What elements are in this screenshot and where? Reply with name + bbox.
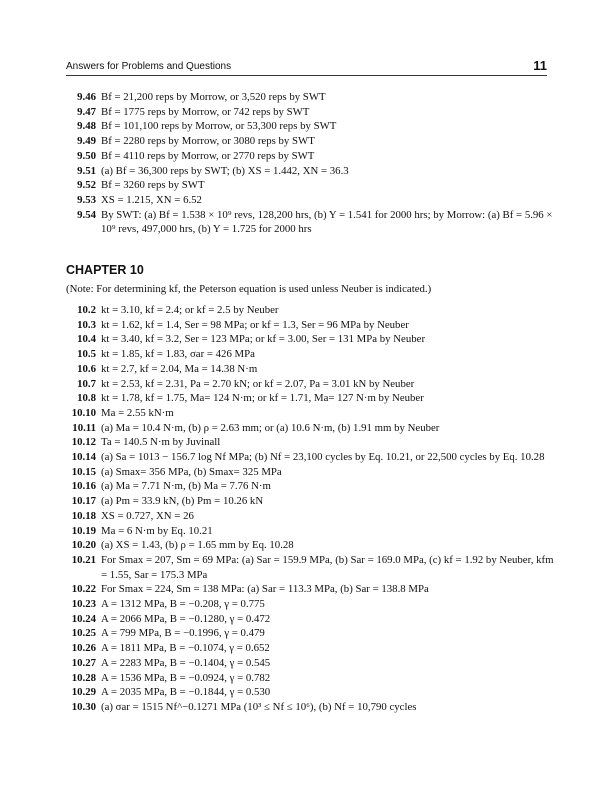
answer-text: Ta = 140.5 N·m by Juvinall [101,436,221,449]
answer-text: A = 1536 MPa, B = −0.0924, γ = 0.782 [101,671,271,684]
answer-text: (a) Smax= 356 MPa, (b) Smax= 325 MPa [101,465,282,478]
answer-text: A = 2035 MPa, B = −0.1844, γ = 0.530 [101,686,271,699]
answer-number: 9.53 [77,193,96,206]
page-number: 11 [533,58,547,73]
answer-text: kt = 2.53, kf = 2.31, Pa = 2.70 kN; or kf = 2.07, Pa = 3.01 kN by Neuber [101,377,415,390]
answer-entry [66,90,556,105]
answer-text: (a) Ma = 7.71 N·m, (b) Ma = 7.76 N·m [101,480,271,493]
answer-entry [66,479,556,494]
answer-entry [66,641,556,656]
answer-text: kt = 1.78, kf = 1.75, Ma= 124 N·m; or kf = 1.71, Ma= 127 N·m by Neuber [101,392,424,405]
answer-number: 10.15 [71,465,96,478]
answer-number: 10.18 [71,509,96,522]
answer-text: kt = 1.62, kf = 1.4, Ser = 98 MPa; or kf = 1.3, Ser = 96 MPa by Neuber [101,318,409,331]
answer-entry [66,134,556,149]
answer-number: 9.47 [77,105,96,118]
answer-entry [66,318,556,333]
answer-text: kt = 1.85, kf = 1.83, σar = 426 MPa [101,348,255,361]
answer-number: 10.21 [71,553,96,566]
answer-text: (a) Bf = 36,300 reps by SWT; (b) XS = 1.442, XN = 36.3 [101,164,349,177]
answer-entry [66,406,556,421]
answer-number: 9.51 [77,164,96,177]
answer-number: 10.25 [71,627,96,640]
answer-text: Bf = 2280 reps by Morrow, or 3080 reps by SWT [101,135,315,148]
answer-text: A = 1811 MPa, B = −0.1074, γ = 0.652 [101,642,270,655]
answer-number: 10.26 [71,642,96,655]
answer-number: 10.24 [71,612,96,625]
answer-text: Bf = 101,100 reps by Morrow, or 53,300 reps by SWT [101,120,337,133]
answer-number: 9.50 [77,149,96,162]
answer-entry [66,208,556,237]
answer-number: 10.30 [71,700,96,713]
answer-text: A = 2066 MPa, B = −0.1280, γ = 0.472 [101,612,271,625]
answer-entry [66,347,556,362]
answer-number: 10.27 [71,656,96,669]
answer-entry [66,119,556,134]
answer-number: 10.17 [71,495,96,508]
answer-entry [66,494,556,509]
answer-text: kt = 3.10, kf = 2.4; or kf = 2.5 by Neuber [101,304,279,316]
answer-number: 10.3 [77,318,96,331]
answer-number: 10.8 [77,392,96,405]
answer-number: 10.28 [71,671,96,684]
running-header [66,59,547,76]
answer-number: 10.12 [71,436,96,449]
answer-text: Ma = 2.55 kN·m [101,406,174,419]
answer-entry [66,700,556,715]
answer-text: kt = 3.40, kf = 3.2, Ser = 123 MPa; or kf = 3.00, Ser = 131 MPa by Neuber [101,333,426,346]
answer-entry [66,597,556,612]
answer-entry [66,149,556,164]
answer-number: 9.46 [77,91,96,103]
answer-number: 9.49 [77,135,96,148]
answer-number: 10.29 [71,686,96,699]
answer-text: (a) Sa = 1013 − 156.7 log Nf MPa; (b) Nf = 23,100 cycles by Eq. 10.21, or 22,500 cycles by Eq. 10.28 [101,451,545,464]
answer-entry [66,303,556,318]
answer-entry [66,377,556,392]
answer-text: Bf = 3260 reps by SWT [101,179,205,192]
answer-text: kt = 2.7, kf = 2.04, Ma = 14.38 N·m [101,362,258,375]
answer-number: 10.2 [77,304,96,316]
answer-number: 9.48 [77,120,96,133]
answer-entry [66,332,556,347]
answer-number: 10.4 [77,333,96,346]
answer-text: (a) XS = 1.43, (b) ρ = 1.65 mm by Eq. 10.28 [101,539,294,552]
answer-number: 10.5 [77,348,96,361]
answer-number: 10.16 [71,480,96,493]
answer-entry [66,435,556,450]
answer-text: (a) Ma = 10.4 N·m, (b) ρ = 2.63 mm; or (a) 10.6 N·m, (b) 1.91 mm by Neuber [101,421,440,434]
answer-text: Bf = 4110 reps by Morrow, or 2770 reps by SWT [101,149,315,162]
answer-entry [66,105,556,120]
answer-text: For Smax = 207, Sm = 69 MPa: (a) Sar = 159.9 MPa, (b) Sar = 169.0 MPa, (c) kf = 1.92 by Neuber, kfm = 1.55, Sar = 175.3 MPa [101,553,554,581]
answer-text: (a) Pm = 33.9 kN, (b) Pm = 10.26 kN [101,495,264,508]
answer-number: 10.19 [71,524,96,537]
answer-number: 10.14 [71,451,96,464]
answer-text: Bf = 1775 reps by Morrow, or 742 reps by SWT [101,105,310,118]
answer-text: By SWT: (a) Bf = 1.538 × 10⁹ revs, 128,200 hrs, (b) Y = 1.541 for 2000 hrs; by Morrow: (a) Bf = 5.96 × 10⁹ revs, 497,000 hrs, (b) Y = 1.725 for 2000 hrs [101,208,553,236]
answer-number: 10.22 [71,583,96,596]
answer-entry [66,362,556,377]
answer-number: 10.11 [72,421,96,434]
answer-entry [66,656,556,671]
answer-number: 10.20 [71,539,96,552]
running-title: Answers for Problems and Questions [66,61,232,72]
chapter10-answer-list [66,303,556,715]
answer-number: 10.6 [77,362,96,375]
answer-entry [66,164,556,179]
answer-entry [66,450,556,465]
answer-text: A = 1312 MPa, B = −0.208, γ = 0.775 [101,598,265,611]
answer-text: (a) σar = 1515 Nf^−0.1271 MPa (10³ ≤ Nf ≤ 10⁶), (b) Nf = 10,790 cycles [101,700,417,713]
answer-entry [66,582,556,597]
answer-entry [66,612,556,627]
answer-entry [66,391,556,406]
answer-text: Ma = 6 N·m by Eq. 10.21 [101,524,213,537]
answer-entry [66,626,556,641]
answer-text: XS = 1.215, XN = 6.52 [101,193,202,206]
answer-entry [66,685,556,700]
answer-entry [66,421,556,436]
answer-number: 10.7 [77,377,96,390]
answer-text: XS = 0.727, XN = 26 [101,509,194,522]
answer-text: A = 799 MPa, B = −0.1996, γ = 0.479 [101,627,265,640]
answer-entry [66,178,556,193]
answer-number: 9.52 [77,179,96,192]
answer-number: 10.23 [71,598,96,611]
chapter-note: (Note: For determining kf, the Peterson equation is used unless Neuber is indicated.) [66,283,432,295]
chapter9-answer-list [66,90,556,237]
answer-number: 9.54 [77,208,96,221]
answer-entry [66,524,556,539]
answer-number: 10.10 [71,406,96,419]
answer-entry [66,538,556,553]
answer-entry [66,509,556,524]
answer-text: Bf = 21,200 reps by Morrow, or 3,520 reps by SWT [101,91,326,103]
chapter-title: CHAPTER 10 [66,263,144,277]
answer-text: For Smax = 224, Sm = 138 MPa: (a) Sar = 113.3 MPa, (b) Sar = 138.8 MPa [101,583,429,596]
answer-entry [66,671,556,686]
answer-entry [66,193,556,208]
answer-entry [66,465,556,480]
answer-text: A = 2283 MPa, B = −0.1404, γ = 0.545 [101,656,271,669]
answer-entry [66,553,556,582]
